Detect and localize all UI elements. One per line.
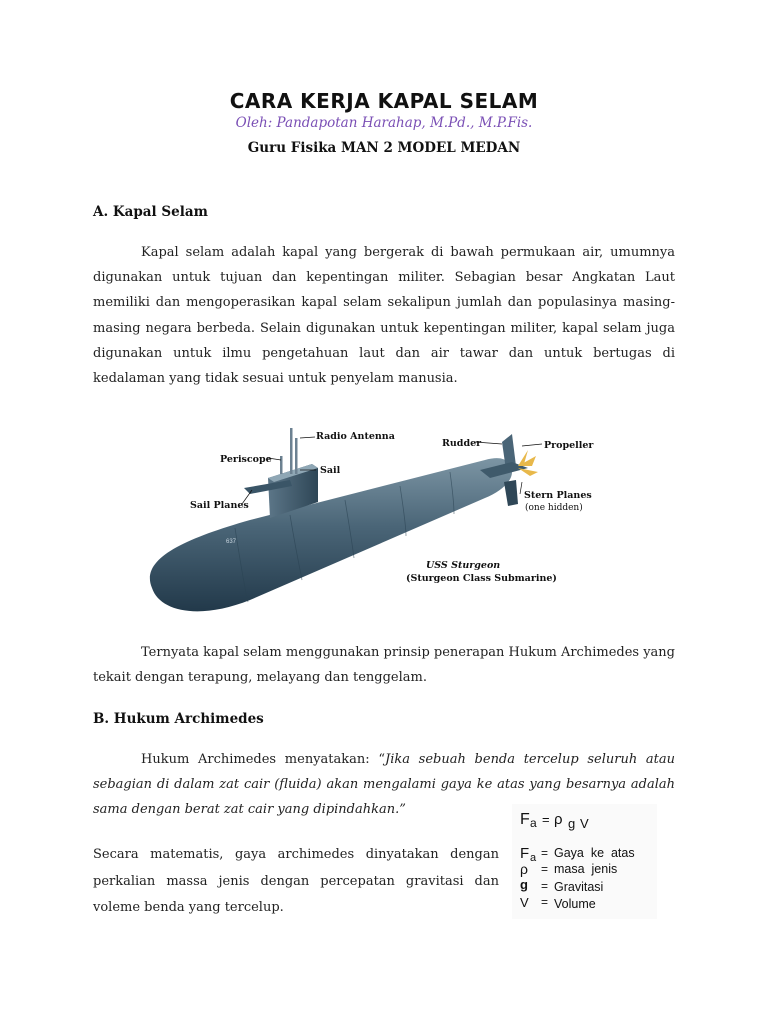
label-sail-planes: Sail Planes: [190, 500, 249, 511]
svg-text:=: =: [541, 862, 549, 876]
legend-row-v: [520, 895, 596, 911]
svg-text:V: V: [580, 816, 589, 831]
formula-box: [512, 804, 657, 919]
svg-text:F: F: [520, 811, 530, 828]
author-line: Oleh: Pandapotan Harahap, M.Pd., M.P.Fis.: [235, 115, 533, 131]
archimedes-quote: Jika sebuah benda tercelup seluruh atau sebagian di dalam zat cair (fluida) akan mengalami gaya ke atas yang besarnya adalah sama dengan berat zat cair yang dipindahkan.”: [93, 752, 675, 818]
svg-text:=: =: [542, 812, 550, 827]
label-propeller: Propeller: [544, 440, 594, 451]
svg-text:masa jenis: masa jenis: [554, 862, 618, 876]
paragraph-archimedes-principle: Ternyata kapal selam menggunakan prinsip penerapan Hukum Archimedes yang tekait dengan terapung, melayang dan tenggelam.: [93, 645, 675, 686]
label-periscope: Periscope: [220, 454, 272, 465]
document-title: CARA KERJA KAPAL SELAM: [229, 89, 539, 113]
hull-number: 637: [226, 539, 237, 545]
archimedes-law-statement: Hukum Archimedes menyatakan: “Jika sebuah benda tercelup seluruh atau sebagian di dalam zat cair (fluida) akan mengalami gaya ke atas yang besarnya adalah sama dengan berat zat cair yang dipindahkan.”: [93, 752, 675, 818]
svg-text:=: =: [541, 895, 549, 909]
svg-text:=: =: [541, 879, 549, 893]
label-one-hidden: (one hidden): [525, 503, 583, 513]
section-a-paragraph: Kapal selam adalah kapal yang bergerak di bawah permukaan air, umumnya digunakan untuk tujuan dan kepentingan militer. Sebagian besar Angkatan Laut memiliki dan mengoperasikan kapal selam sekalipun jumlah dan populasinya masing-masing negara berbeda. Selain digunakan untuk kepentingan militer, kapal selam juga digunakan untuk ilmu pengetahuan laut dan air tawar dan untuk bertugas di kedalaman yang tidak sesuai untuk penyelam manusia.: [93, 245, 675, 387]
svg-text:a: a: [530, 816, 537, 830]
svg-text:g: g: [568, 816, 576, 831]
label-radio-antenna: Radio Antenna: [316, 431, 395, 442]
section-b-heading: B. Hukum Archimedes: [93, 711, 264, 727]
svg-text:V: V: [520, 895, 529, 910]
submarine-diagram: [140, 420, 600, 620]
svg-text:ρ: ρ: [520, 861, 528, 877]
caption-ship-class: (Sturgeon Class Submarine): [406, 573, 557, 584]
main-equation: [520, 811, 589, 831]
submarine-hull: [150, 458, 512, 611]
caption-ship-name: USS Sturgeon: [426, 560, 501, 571]
label-rudder: Rudder: [442, 438, 482, 449]
formula-graphic: [512, 804, 657, 919]
svg-text:F: F: [520, 845, 530, 862]
school-line: Guru Fisika MAN 2 MODEL MEDAN: [247, 140, 521, 156]
svg-text:Volume: Volume: [554, 897, 596, 911]
propeller: [518, 450, 538, 476]
label-stern-planes: Stern Planes: [524, 490, 592, 501]
legend-row-g: [520, 877, 603, 894]
mathematical-statement-paragraph: Secara matematis, gaya archimedes dinyatakan dengan perkalian massa jenis dengan percepatan gravitasi dan voleme benda yang tercelup.: [93, 847, 499, 915]
label-sail: Sail: [320, 465, 341, 476]
svg-text:Gravitasi: Gravitasi: [554, 880, 604, 894]
svg-text:ρ: ρ: [554, 811, 563, 828]
section-a-heading: A. Kapal Selam: [93, 204, 208, 220]
svg-text:=: =: [541, 846, 549, 860]
svg-text:g: g: [520, 877, 528, 892]
svg-text:Gaya ke atas: Gaya ke atas: [554, 846, 635, 860]
svg-text:a: a: [530, 852, 537, 864]
